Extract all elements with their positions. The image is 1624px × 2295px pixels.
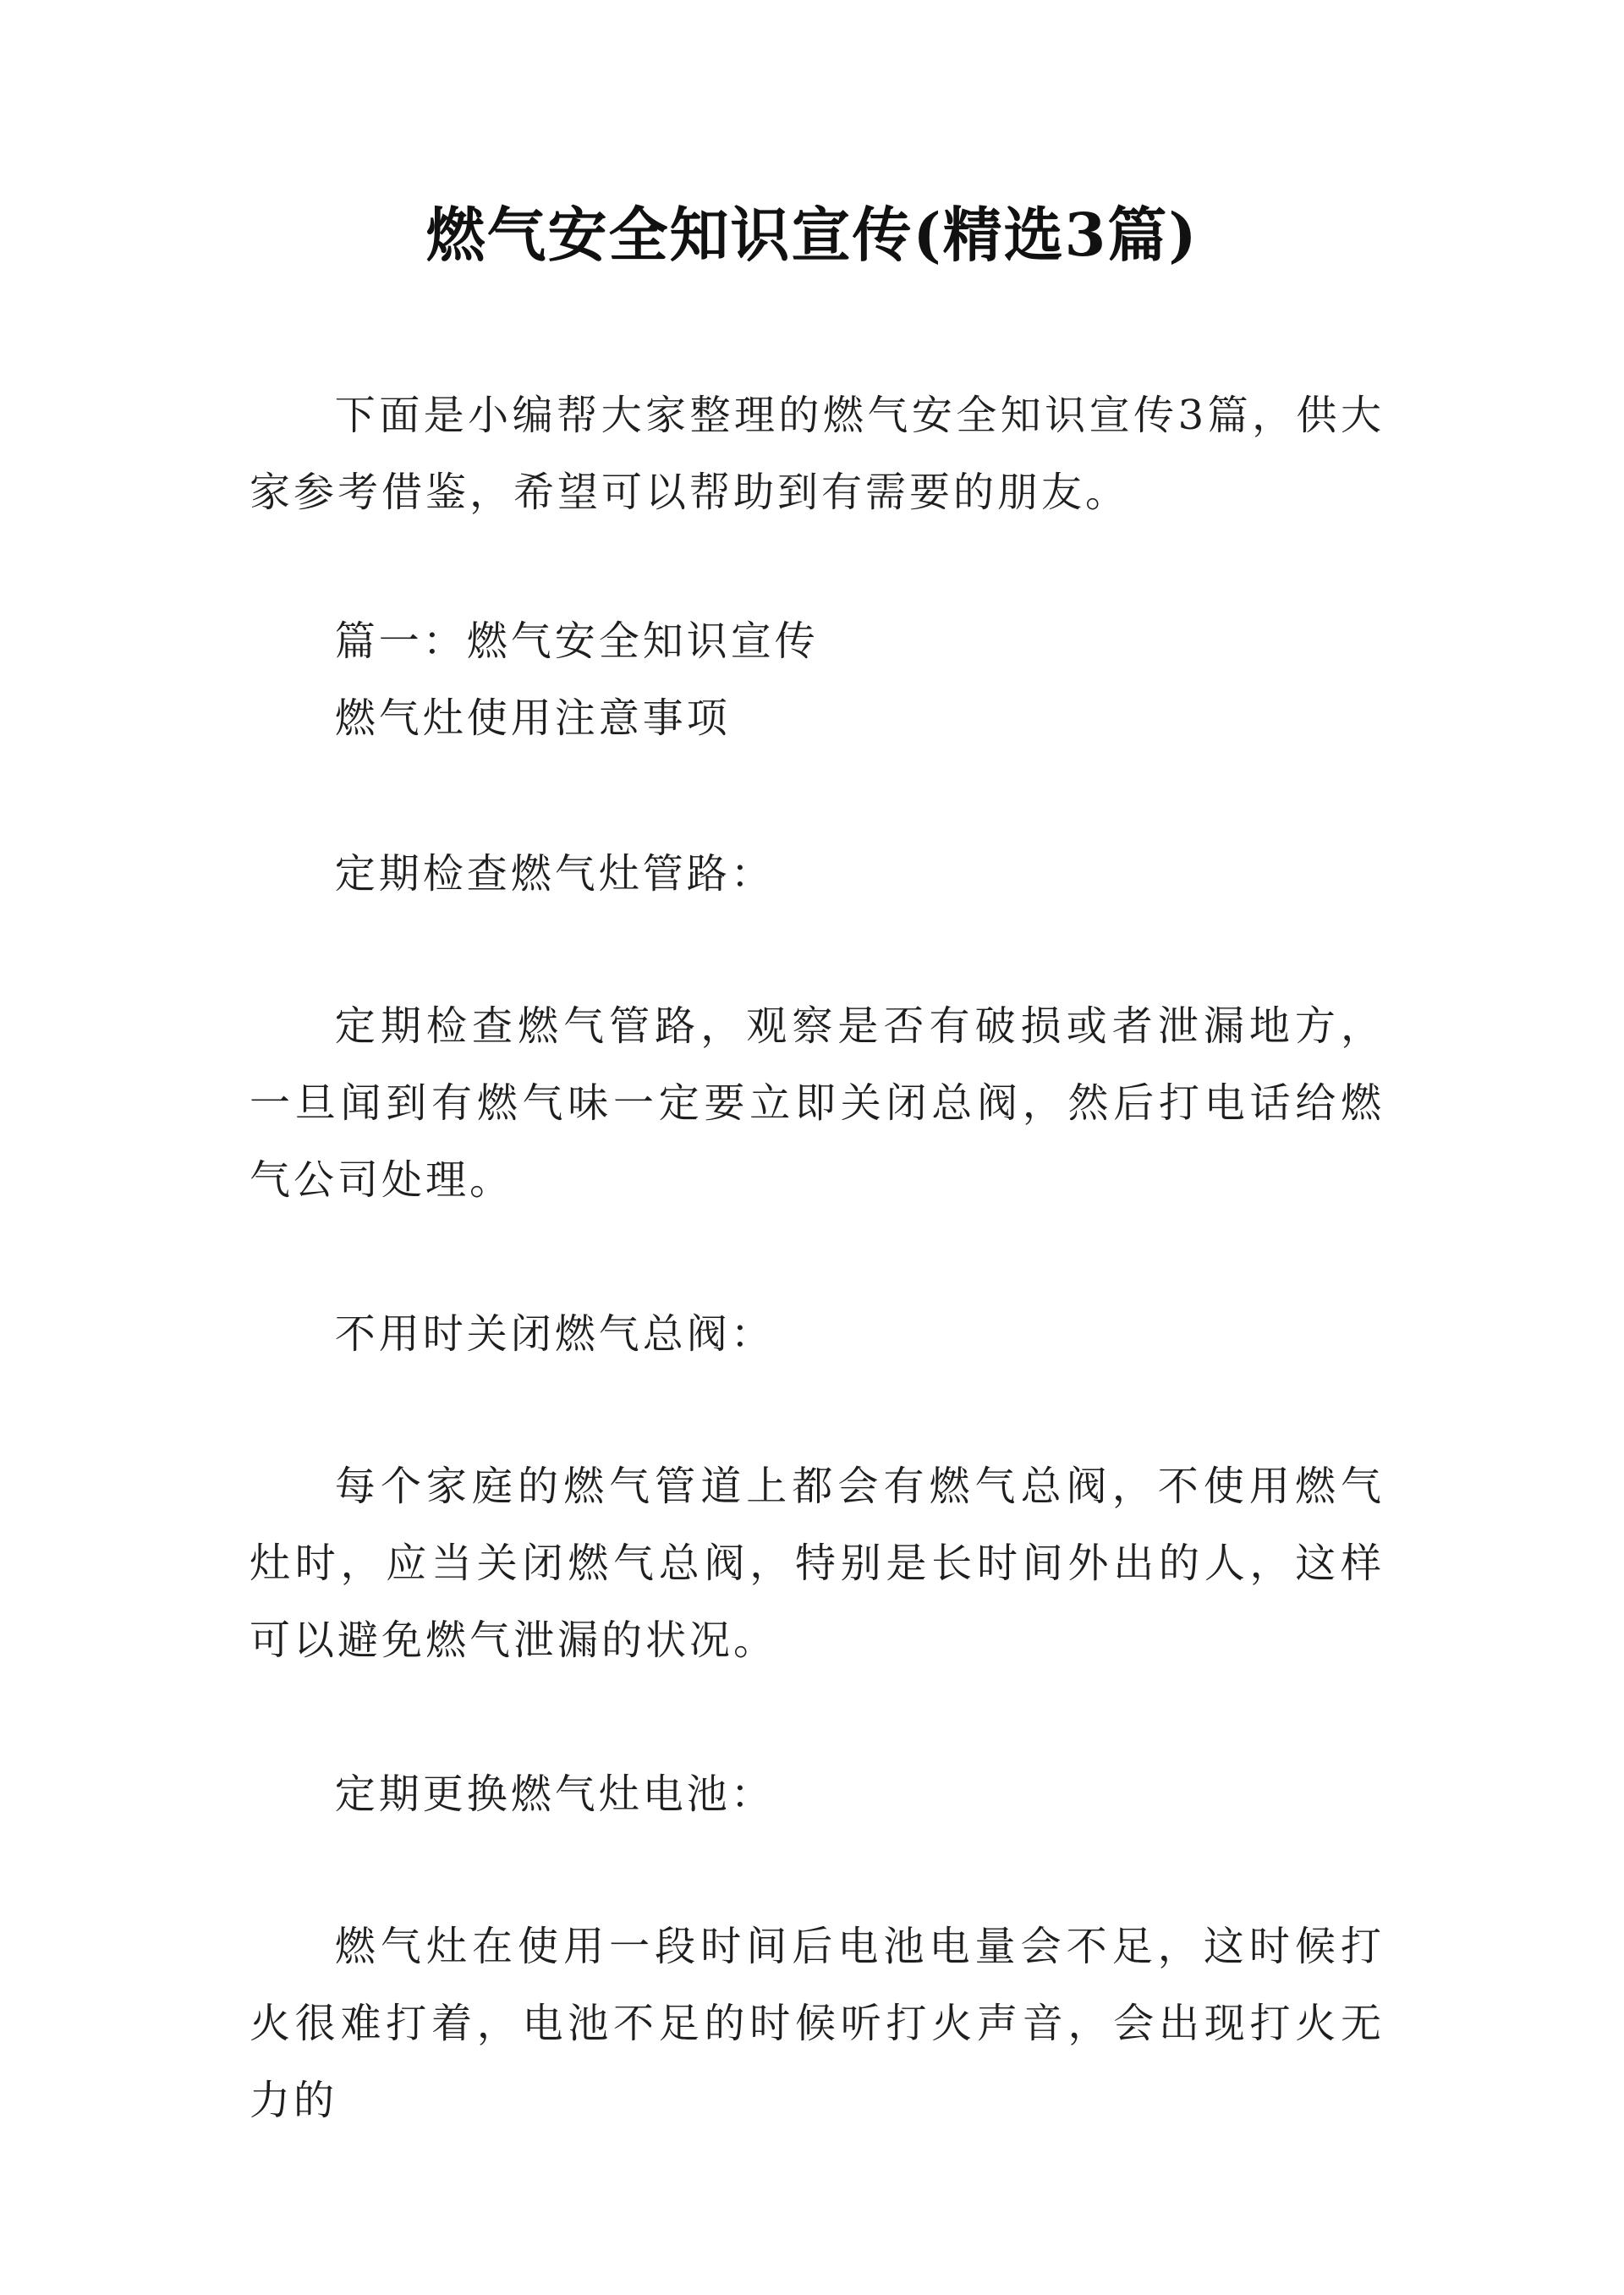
item-heading-replace-battery: 定期更换燃气灶电池： (334, 1771, 775, 1818)
intro-paragraph: 下面是小编帮大家整理的燃气安全知识宣传3篇，供大家参考借鉴，希望可以帮助到有需要的朋友。 (250, 392, 1385, 516)
item-heading-close-valve: 不用时关闭燃气总阀： (334, 1310, 775, 1358)
item-text-check-pipes: 定期检查燃气管路，观察是否有破损或者泄漏地方，一旦闻到有燃气味一定要立即关闭总阀，然后打电话给燃气公司处理。 (250, 1002, 1385, 1204)
item-text-close-valve: 每个家庭的燃气管道上都会有燃气总阀，不使用燃气灶时，应当关闭燃气总阀，特别是长时间外出的人，这样可以避免燃气泄漏的状况。 (250, 1463, 1385, 1664)
section-title: 篇一：燃气安全知识宣传 (334, 618, 819, 665)
item-heading-check-pipes: 定期检查燃气灶管路： (334, 850, 775, 898)
subsection-title: 燃气灶使用注意事项 (334, 695, 731, 742)
document-title: 燃气安全知识宣传(精选3篇) (425, 200, 1199, 270)
item-text-replace-battery: 燃气灶在使用一段时间后电池电量会不足，这时候打火很难打着，电池不足的时候听打火声音，会出现打火无力的 (250, 1923, 1385, 2124)
